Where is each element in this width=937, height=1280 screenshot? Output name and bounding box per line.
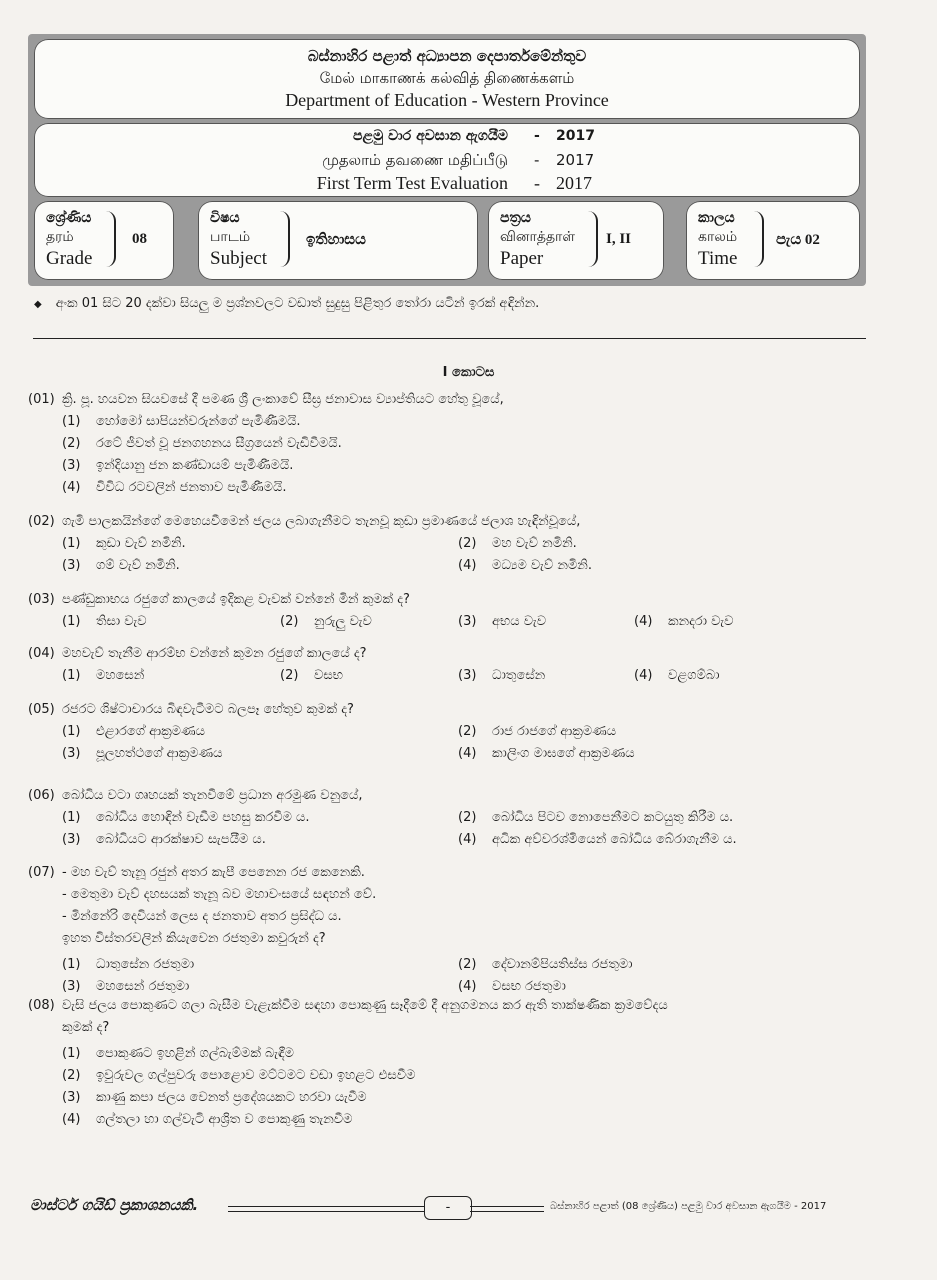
answer-option[interactable] <box>62 668 144 683</box>
time-label-tamil: காலம் <box>698 229 738 245</box>
paper-label-english: Paper <box>500 248 544 269</box>
option-number: (2) <box>458 810 477 825</box>
option-text: ඉන්දියානු ජන කණ්ඩායම් පැමිණීමයි. <box>96 458 294 473</box>
option-text: අභය වැව <box>492 614 547 629</box>
option-number: (1) <box>62 614 81 629</box>
option-text: නුරුලු වැව <box>314 614 372 629</box>
instruction <box>34 296 539 311</box>
answer-option[interactable] <box>458 614 546 629</box>
option-text: කාලිංග මාඝගේ ආක්‍රමණය <box>492 746 635 761</box>
question-text: පණ්ඩුකාභය රජුගේ කාලයේ ඉදිකළ වැවක් වන්නේ මින් කුමක් ද? <box>62 592 410 607</box>
option-text: මහ වැව් නමිනි. <box>492 536 577 551</box>
paper-box <box>488 201 664 280</box>
option-number: (4) <box>62 1112 81 1127</box>
question-number: (02) <box>28 514 55 529</box>
option-number: (3) <box>458 668 477 683</box>
paper-label-tamil: வினாத்தாள் <box>500 229 576 245</box>
question-text: - මින්නේරි දෙවියන් ලෙස ද ජනතාව අතර ප්‍රසිද්ධ ය. <box>62 909 342 924</box>
option-number: (3) <box>62 979 81 994</box>
eval-dash: - <box>534 128 540 144</box>
option-number: (4) <box>634 668 653 683</box>
subject-label-sinhala: විෂය <box>210 210 240 226</box>
option-number: (2) <box>458 536 477 551</box>
question-number: (06) <box>28 788 55 803</box>
eval-row-tamil <box>34 151 860 175</box>
option-number: (2) <box>458 724 477 739</box>
option-number: (1) <box>62 536 81 551</box>
option-text: අධික අව්වරශ්මියෙන් බෝධිය බේරාගැනීම ය. <box>492 832 737 847</box>
time-label-sinhala: කාලය <box>698 210 735 226</box>
question-text: මහවැව් තැනීම ආරම්භ වන්නේ කුමන රජුගේ කාලයේ ද? <box>62 646 367 661</box>
eval-row-sinhala <box>34 128 860 152</box>
option-text: එළාරගේ ආක්‍රමණය <box>96 724 205 739</box>
dept-name-tamil: மேல் மாகாணக் கல்வித் திணைக்களம் <box>319 69 575 87</box>
question-number: (04) <box>28 646 55 661</box>
answer-option[interactable] <box>634 668 719 683</box>
subject-label-english: Subject <box>210 248 267 269</box>
time-value: පැය 02 <box>776 232 820 248</box>
grade-label-tamil: தரம் <box>46 229 74 245</box>
footer-rule <box>228 1206 424 1212</box>
option-number: (3) <box>458 614 477 629</box>
answer-option[interactable] <box>62 957 194 972</box>
time-box <box>686 201 860 280</box>
answer-option[interactable] <box>458 746 635 761</box>
option-text: ඉවුරුවල ගල්පුවරු පොළොව මට්ටමට වඩා ඉහළට එසවීම <box>96 1068 416 1083</box>
answer-option[interactable] <box>62 1090 367 1105</box>
grade-value: 08 <box>132 231 147 247</box>
divider <box>33 338 866 339</box>
question-number: (05) <box>28 702 55 717</box>
eval-title-tamil: முதலாம் தவணை மதிப்பீடு <box>322 151 508 169</box>
answer-option[interactable] <box>62 979 189 994</box>
option-number: (1) <box>62 810 81 825</box>
answer-option[interactable] <box>62 558 180 573</box>
brace-icon <box>588 211 598 267</box>
page-number: - <box>424 1196 472 1220</box>
grade-box <box>34 201 174 280</box>
option-number: (3) <box>62 1090 81 1105</box>
answer-option[interactable] <box>634 614 733 629</box>
option-text: කාණු කපා ජලය වෙනත් ප්‍රදේශයකට හරවා යැවීම <box>96 1090 367 1105</box>
department-box <box>34 39 860 119</box>
option-number: (4) <box>458 979 477 994</box>
question-text: බෝධිය වටා ගෘහයක් තැනවීමේ ප්‍රධාන අරමුණ වනුයේ, <box>62 788 363 803</box>
footer-text: බස්නාහිර පළාත් (08 ශ්‍රේණිය) පළමු වාර අවසාන ඇගයීම - 2017 <box>550 1201 827 1212</box>
bullet-icon: ◆ <box>34 299 42 310</box>
option-text: පූලහත්ථගේ ආක්‍රමණය <box>96 746 223 761</box>
option-text: ධාතුසේන රජතුමා <box>96 957 195 972</box>
answer-option[interactable] <box>62 458 293 473</box>
question-text: - මහ වැව් තැනූ රජුන් අතර කැපී පෙනෙන රජ කෙනෙකි. <box>62 865 365 880</box>
question-number: (03) <box>28 592 55 607</box>
option-text: විවිධ රටවලින් ජනතාව පැමිණීමයි. <box>96 480 287 495</box>
eval-title-english: First Term Test Evaluation <box>316 173 508 193</box>
option-number: (1) <box>62 668 81 683</box>
publisher-brand: මාස්ටර් ගයිඩ් ප්‍රකාශනයකි. <box>30 1196 199 1214</box>
option-text: බෝධියට ආරක්ෂාව සැපයීම ය. <box>96 832 266 847</box>
paper-value: I, II <box>606 231 632 247</box>
question-text: ක්‍රි. පූ. හයවන සියවසේ දී පමණ ශ්‍රී ලංකාවේ සීඝ්‍ර ජනාවාස ව්‍යාප්තියට හේතු වූයේ, <box>62 392 504 407</box>
answer-option[interactable] <box>458 724 616 739</box>
option-number: (3) <box>62 458 81 473</box>
brace-icon <box>106 211 116 267</box>
question-text: ගැමි පාලකයින්ගේ මෙහෙයවීමෙන් ජලය ලබාගැනීමට තැනවූ කුඩා ප්‍රමාණයේ ජලාශ හැඳින්වූයේ, <box>62 514 581 529</box>
eval-title-sinhala: පළමු වාර අවසාන ඇගයීම <box>353 128 508 144</box>
option-number: (3) <box>62 746 81 761</box>
answer-option[interactable] <box>458 832 737 847</box>
option-text: රටේ ජීවත් වූ ජනගහනය සීග්‍රයෙන් වැඩිවීමයි. <box>96 436 342 451</box>
answer-option[interactable] <box>62 1112 353 1127</box>
answer-option[interactable] <box>62 480 286 495</box>
option-number: (4) <box>458 832 477 847</box>
brace-icon <box>280 211 290 267</box>
option-text: කනදරා වැව <box>668 614 734 629</box>
dept-name-sinhala: බස්නාහිර පළාත් අධ්‍යාපන දෙපාර්තමේන්තුව <box>307 47 587 65</box>
header-band <box>28 34 866 286</box>
option-number: (2) <box>62 1068 81 1083</box>
option-text: බෝධිය හොඳින් වැඩීම පහසු කරවීම ය. <box>96 810 310 825</box>
option-text: මධ්‍යම වැව් නමිනි. <box>492 558 592 573</box>
option-text: තිසා වැව <box>96 614 147 629</box>
question-number: (01) <box>28 392 55 407</box>
option-text: වළගම්බා <box>668 668 720 683</box>
option-text: දේවානම්පියතිස්ස රජතුමා <box>492 957 633 972</box>
option-number: (3) <box>62 832 81 847</box>
option-text: හෝමෝ සාපියන්වරුන්ගේ පැමිණීමයි. <box>96 414 301 429</box>
eval-year: 2017 <box>556 128 595 144</box>
question-text: රජරට ශිෂ්ටාචාරය බිඳවැටීමට බලපෑ හේතුව කුමක් ද? <box>62 702 354 717</box>
option-text: ගම් වැව් නමිනි. <box>96 558 180 573</box>
option-number: (1) <box>62 724 81 739</box>
question-number: (07) <box>28 865 55 880</box>
answer-option[interactable] <box>62 810 310 825</box>
dept-name-english: Department of Education - Western Province <box>285 90 609 110</box>
subject-value: ඉතිහාසය <box>306 232 366 248</box>
option-text: රාජ රාජගේ ආක්‍රමණය <box>492 724 617 739</box>
option-number: (2) <box>62 436 81 451</box>
option-number: (3) <box>62 558 81 573</box>
option-text: ගල්තලා හා ගල්වැටි ආශ්‍රිත ව පොකුණු තැනවීම <box>96 1112 353 1127</box>
option-text: වසභ <box>314 668 343 683</box>
answer-option[interactable] <box>62 436 342 451</box>
option-text: මහසෙන් රජතුමා <box>96 979 190 994</box>
answer-option[interactable] <box>62 536 186 551</box>
answer-option[interactable] <box>458 558 592 573</box>
question-text: - මෙතුමා වැව් දහසයක් තැනූ බව මහාවංසයේ සඳහන් වේ. <box>62 887 377 902</box>
option-text: වසභ රජතුමා <box>492 979 566 994</box>
answer-option[interactable] <box>458 810 733 825</box>
eval-year: 2017 <box>556 151 595 169</box>
section-title: I කොටස <box>442 365 495 380</box>
option-number: (2) <box>458 957 477 972</box>
eval-year: 2017 <box>556 173 592 193</box>
brace-icon <box>754 211 764 267</box>
answer-option[interactable] <box>62 746 222 761</box>
answer-option[interactable] <box>62 1068 415 1083</box>
footer-rule <box>470 1206 544 1212</box>
question-text: ඉහත විස්තරවලින් කියැවෙන රජතුමා කවුරුන් ද? <box>62 931 326 946</box>
option-number: (2) <box>280 614 299 629</box>
time-label-english: Time <box>698 248 738 269</box>
grade-label-english: Grade <box>46 248 93 269</box>
option-text: ධාතුසේන <box>492 668 546 683</box>
answer-option[interactable] <box>280 614 372 629</box>
option-number: (2) <box>280 668 299 683</box>
answer-option[interactable] <box>280 668 343 683</box>
instruction-text: අංක 01 සිට 20 දක්වා සියලු ම ප්‍රශ්නවලට වඩාත් සුදුසු පිළිතුර තෝරා යටින් ඉරක් අඳින්න. <box>55 296 540 311</box>
option-number: (1) <box>62 414 81 429</box>
answer-option[interactable] <box>62 1046 294 1061</box>
evaluation-box <box>34 123 860 197</box>
answer-option[interactable] <box>62 614 147 629</box>
answer-option[interactable] <box>458 668 545 683</box>
answer-option[interactable] <box>458 957 633 972</box>
answer-option[interactable] <box>458 536 577 551</box>
option-number: (4) <box>458 558 477 573</box>
question-text: වැසි ජලය පොකුණට ගලා බැසීම වැළැක්වීම සඳහා පොකුණු සෑදීමේ දී අනුගමනය කර ඇති තාක්ෂණික ක්‍රමවේදය <box>62 998 668 1013</box>
answer-option[interactable] <box>62 414 301 429</box>
option-number: (4) <box>62 480 81 495</box>
answer-option[interactable] <box>62 832 266 847</box>
answer-option[interactable] <box>62 724 205 739</box>
eval-dash: - <box>534 173 540 193</box>
page-footer <box>30 1194 870 1222</box>
option-number: (1) <box>62 957 81 972</box>
option-text: මහසෙන් <box>96 668 145 683</box>
option-text: බෝධිය පිටව නොපෙනීමට කටයුතු කිරීම ය. <box>492 810 734 825</box>
subject-box <box>198 201 478 280</box>
paper-label-sinhala: පත්‍රය <box>500 210 531 226</box>
option-number: (1) <box>62 1046 81 1061</box>
option-number: (4) <box>634 614 653 629</box>
option-text: පොකුණට ඉහළින් ගල්බැම්මක් බැඳීම <box>96 1046 294 1061</box>
answer-option[interactable] <box>458 979 566 994</box>
option-number: (4) <box>458 746 477 761</box>
option-text: කුඩා වැව් නමිනි. <box>96 536 186 551</box>
subject-label-tamil: பாடம் <box>210 229 251 245</box>
eval-dash: - <box>534 151 540 169</box>
eval-row-english <box>34 173 860 197</box>
question-number: (08) <box>28 998 55 1013</box>
grade-label-sinhala: ශ්‍රේණිය <box>46 210 92 226</box>
question-text: කුමක් ද? <box>62 1020 110 1035</box>
